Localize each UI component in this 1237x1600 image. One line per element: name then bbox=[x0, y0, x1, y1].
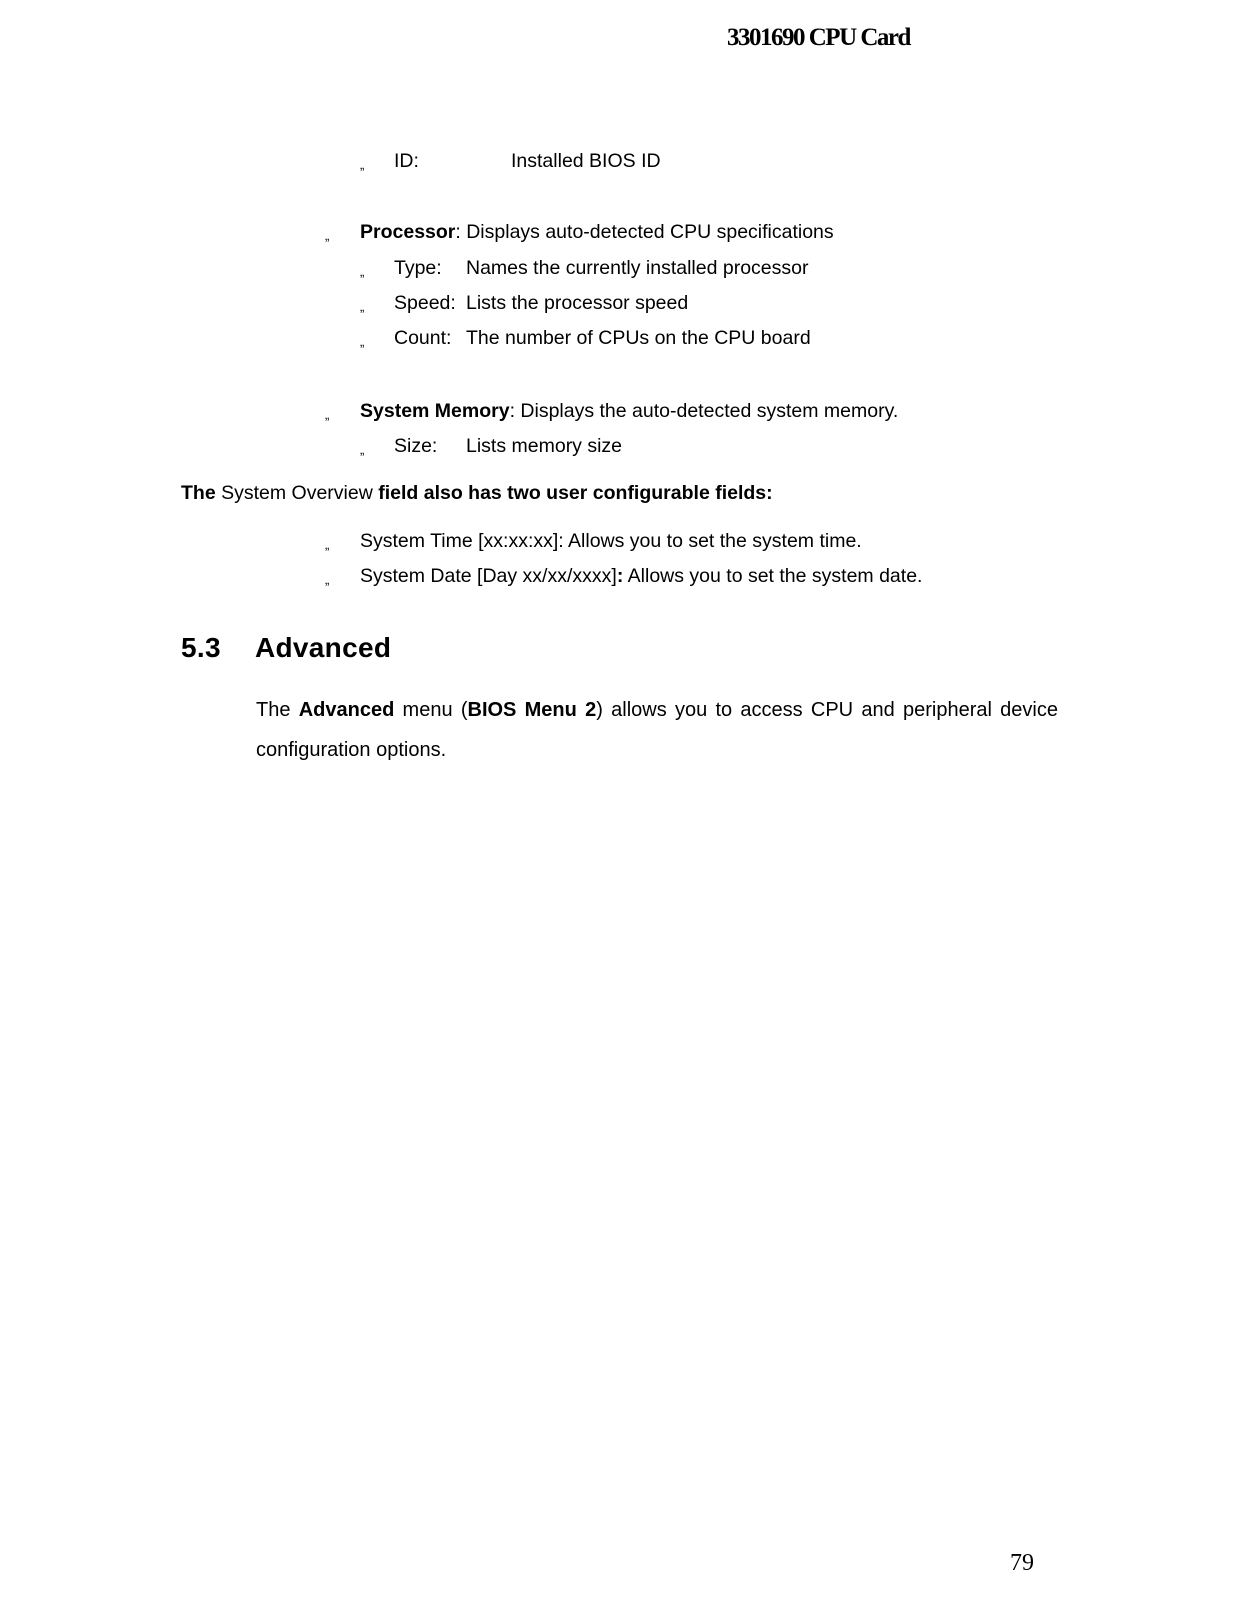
bullet: „ bbox=[325, 572, 330, 587]
section-heading bbox=[181, 632, 391, 664]
memory-title: System Memory bbox=[360, 400, 510, 422]
count-desc: The number of CPUs on the CPU board bbox=[466, 327, 811, 349]
size-desc: Lists memory size bbox=[466, 435, 623, 457]
advanced-paragraph bbox=[256, 690, 1058, 770]
para-text: menu ( bbox=[394, 699, 468, 721]
para-bios-menu: BIOS Menu 2 bbox=[467, 699, 597, 721]
speed-label: Speed: bbox=[394, 292, 456, 314]
bullet: „ bbox=[325, 228, 330, 243]
memory-desc: : Displays the auto-detected system memory. bbox=[509, 400, 899, 422]
para-text: ) allows you to access CPU and peripheral device configuration options. bbox=[256, 699, 1058, 761]
system-date-field: System Date [Day xx/xx/xxxx] bbox=[360, 565, 617, 587]
bios-id-desc: Installed BIOS ID bbox=[511, 150, 661, 172]
type-label: Type: bbox=[394, 257, 442, 279]
processor-desc: : Displays auto-detected CPU specifications bbox=[455, 221, 834, 243]
system-time-text: System Time [xx:xx:xx]: Allows you to set the system time. bbox=[360, 530, 862, 552]
count-label: Count: bbox=[394, 327, 452, 349]
bullet: „ bbox=[360, 442, 365, 457]
bullet: „ bbox=[360, 299, 365, 314]
page-number: 79 bbox=[1010, 1550, 1034, 1576]
overview-note-the: The bbox=[181, 482, 216, 504]
para-advanced: Advanced bbox=[298, 699, 395, 721]
overview-note bbox=[181, 481, 773, 505]
processor-title: Processor bbox=[360, 221, 456, 243]
overview-note-rest: field also has two user configurable fields: bbox=[378, 482, 773, 504]
bullet: „ bbox=[360, 264, 365, 279]
speed-desc: Lists the processor speed bbox=[466, 292, 689, 314]
system-date-desc: Allows you to set the system date. bbox=[623, 565, 923, 587]
type-desc: Names the currently installed processor bbox=[466, 257, 809, 279]
bullet: „ bbox=[325, 407, 330, 422]
bullet: „ bbox=[360, 157, 365, 172]
bullet: „ bbox=[325, 537, 330, 552]
para-text: The bbox=[256, 699, 299, 721]
overview-note-field: System Overview bbox=[215, 482, 379, 504]
section-number: 5.3 bbox=[181, 632, 221, 663]
section-title: Advanced bbox=[255, 632, 392, 663]
system-date-colon: : bbox=[616, 565, 624, 587]
size-label: Size: bbox=[394, 435, 438, 457]
document-header: 3301690 CPU Card bbox=[727, 24, 910, 51]
bullet: „ bbox=[360, 334, 365, 349]
bios-id-label: ID: bbox=[394, 150, 419, 172]
